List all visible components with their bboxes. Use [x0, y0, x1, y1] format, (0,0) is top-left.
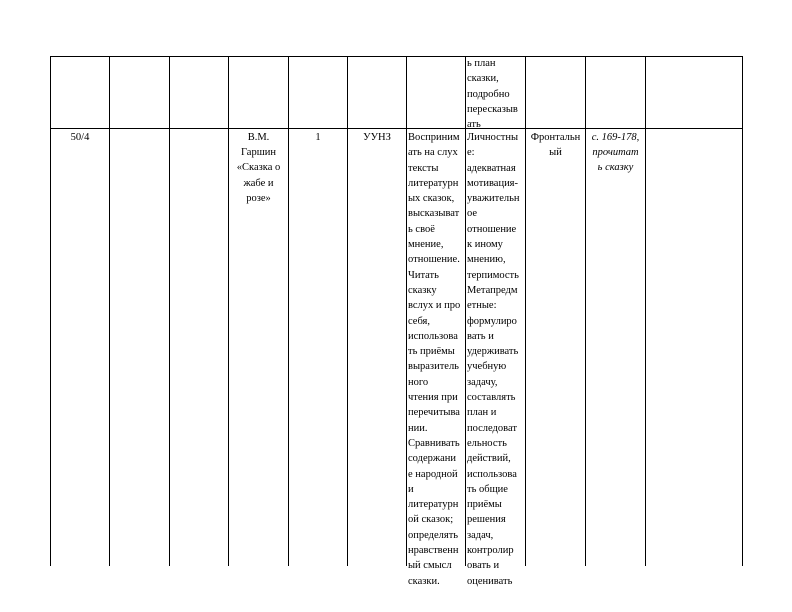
cell-homework-pages: с. 169-178,	[591, 132, 640, 143]
cell-learning-outcomes: Личностны е: адекватная мотивация- уважительн ое отношение к иному мнению, терпимость Метапредм етные: формулиро вать и удерживать учебную задачу, составлять план и последоват ельность действий, использова ть общие приёмы решения задач, контролир овать и оценивать	[467, 132, 520, 587]
cell-lesson-number: 50/4	[70, 132, 90, 143]
table-right-border	[742, 56, 743, 566]
cell-homework-task: прочитат ь сказку	[592, 147, 639, 174]
column-divider	[109, 56, 110, 566]
column-divider	[645, 56, 646, 566]
column-divider	[169, 56, 170, 566]
column-divider	[406, 56, 407, 566]
cell-work-form: Фронтальн ый	[530, 132, 581, 159]
cell-title: Гаршин «Сказка о жабе и розе»	[236, 147, 281, 204]
cell-author: В.М.	[247, 132, 270, 143]
cell-student-activities: Восприним ать на слух тексты литературн ых сказок, высказыват ь своё мнение, отношение. Читать сказку вслух и про себя, использова ть приёмы выразитель ного чтения при перечитыва нии. Сравнивать содержани е народной и литературн ой сказок; определять нравственн ый смысл сказки.	[408, 132, 461, 587]
table-top-border	[50, 56, 742, 57]
cell-hours: 1	[315, 132, 321, 143]
cell-lesson-type: УУНЗ	[363, 132, 391, 143]
row-divider	[50, 128, 742, 129]
cell-continued-plan: ь план сказки, подробно пересказыв ать	[467, 58, 518, 131]
